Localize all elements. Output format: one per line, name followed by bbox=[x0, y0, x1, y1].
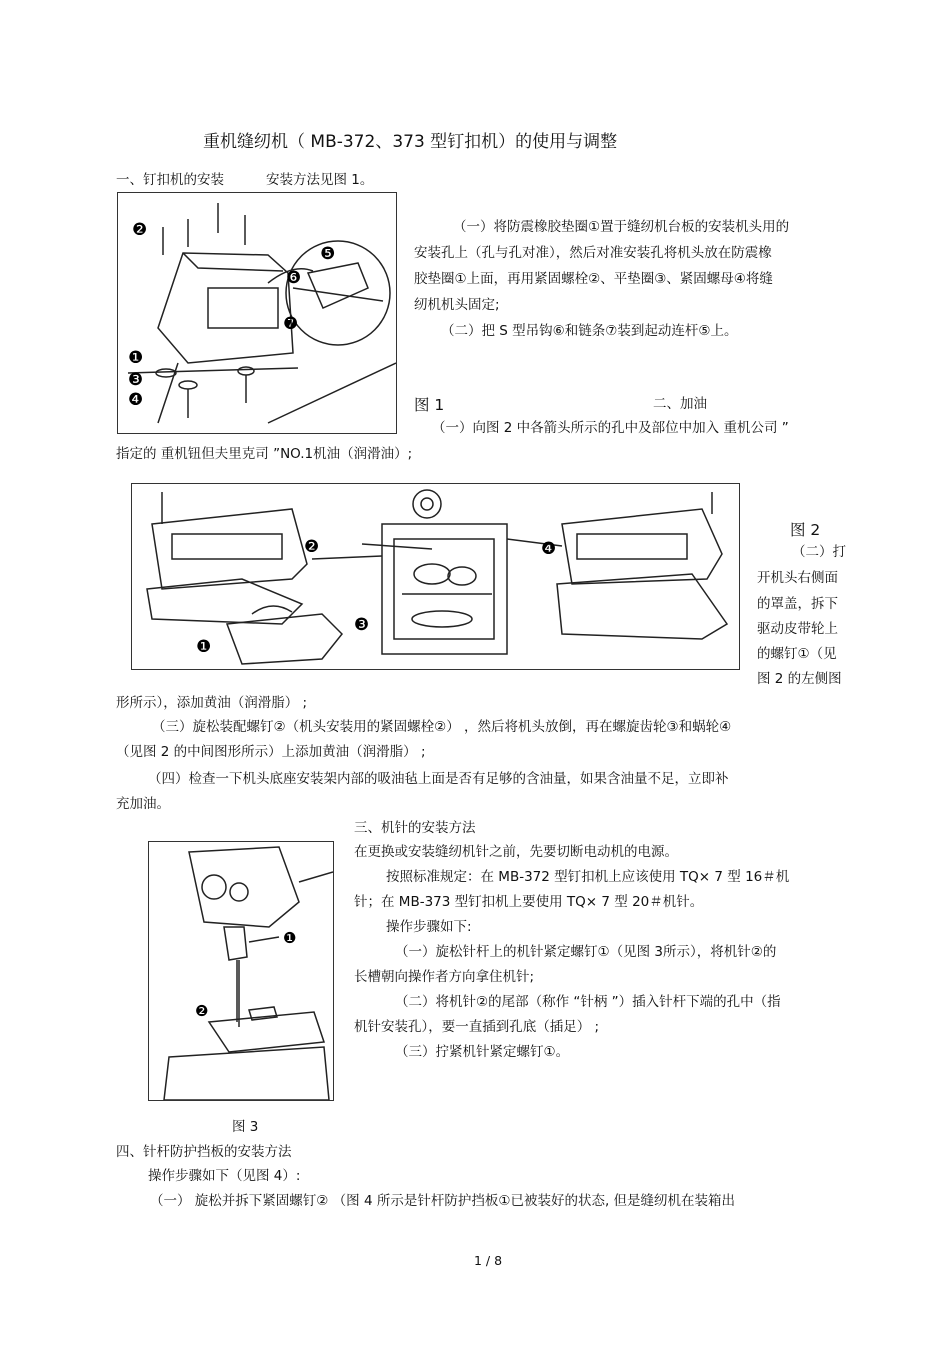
figure-3-drawing bbox=[149, 842, 333, 1100]
figure-3-label: 图 3 bbox=[232, 1119, 259, 1135]
sec4-line1: 操作步骤如下（见图 4）: bbox=[148, 1168, 301, 1184]
sec2-para2-side-line2: 开机头右侧面 bbox=[757, 570, 838, 586]
sec2-para2-side-line6: 图 2 的左侧图 bbox=[757, 671, 842, 687]
sec1-para1-line2: 安装孔上（孔与孔对准），然后对准安装孔将机头放在防震橡 bbox=[414, 245, 772, 261]
fig3-callout-2: ❷ bbox=[195, 1002, 209, 1020]
sec2-para2-side-line1: （二）打 bbox=[792, 544, 846, 560]
sec2-para2-side-line3: 的罩盖，拆下 bbox=[757, 596, 838, 612]
sec3-line6: 长槽朝向操作者方向拿住机针; bbox=[354, 969, 535, 985]
fig1-callout-6: ❻ bbox=[286, 268, 302, 288]
sec3-line4: 操作步骤如下: bbox=[386, 919, 472, 935]
sec3-line1: 在更换或安装缝纫机针之前，先要切断电动机的电源。 bbox=[354, 844, 678, 860]
page-number: 1 / 8 bbox=[474, 1253, 503, 1268]
fig1-callout-2: ❷ bbox=[132, 220, 148, 240]
sec2-para1-line1: （一）向图 2 中各箭头所示的孔中及部位中加入 重机公司 ” bbox=[432, 420, 789, 436]
sec2-para3-line2: （见图 2 的中间图形所示）上添加黄油（润滑脂） ; bbox=[116, 744, 426, 760]
sec1-para1-line4: 纫机机头固定; bbox=[414, 297, 500, 313]
sec4-line2: （一） 旋松并拆下紧固螺钉② （图 4 所示是针杆防护挡板①已被装好的状态, 但是缝纫机在装箱出 bbox=[150, 1193, 736, 1209]
figure-1-drawing bbox=[118, 193, 396, 433]
sec1-para1-line3: 胶垫圈①上面，再用紧固螺栓②、平垫圈③、紧固螺母④将缝 bbox=[414, 271, 773, 287]
figure-3 bbox=[148, 841, 334, 1101]
fig1-callout-4: ❹ bbox=[128, 390, 144, 410]
section3-heading: 三、机针的安装方法 bbox=[354, 820, 476, 836]
sec3-line5: （一）旋松针杆上的机针紧定螺钉①（见图 3所示），将机针②的 bbox=[395, 944, 777, 960]
fig1-callout-7: ❼ bbox=[283, 314, 299, 334]
fig2-callout-3: ❸ bbox=[354, 615, 370, 635]
sec2-para3-line1: （三）旋松装配螺钉②（机头安装用的紧固螺栓②） ，然后将机头放倒，再在螺旋齿轮③和蜗轮④ bbox=[152, 719, 732, 735]
fig2-callout-1: ❶ bbox=[196, 637, 212, 657]
sec2-para4-line2: 充加油。 bbox=[116, 796, 170, 812]
sec3-line9: （三）拧紧机针紧定螺钉①。 bbox=[395, 1044, 570, 1060]
fig2-callout-2: ❷ bbox=[304, 537, 320, 557]
section1-heading: 一、钉扣机的安装 bbox=[116, 172, 224, 188]
sec2-para1-line2: 指定的 重机钮但夫里克司 ”NO.1机油（润滑油）; bbox=[116, 446, 413, 462]
figure-1-label: 图 1 bbox=[414, 396, 445, 414]
section4-heading: 四、针杆防护挡板的安装方法 bbox=[116, 1144, 292, 1160]
sec3-line2: 按照标准规定：在 MB-372 型钉扣机上应该使用 TQ× 7 型 16＃机 bbox=[386, 869, 790, 885]
section1-note: 安装方法见图 1。 bbox=[266, 172, 374, 188]
document-title: 重机缝纫机（ MB-372、373 型钉扣机）的使用与调整 bbox=[203, 132, 618, 152]
sec2-para2-side-line5: 的螺钉①（见 bbox=[757, 646, 837, 662]
figure-2 bbox=[131, 483, 740, 670]
section2-heading: 二、加油 bbox=[653, 396, 707, 412]
sec3-line8: 机针安装孔），要一直插到孔底（插足） ; bbox=[354, 1019, 600, 1035]
sec2-para2-cont: 形所示），添加黄油（润滑脂） ; bbox=[116, 695, 308, 711]
fig1-callout-5: ❺ bbox=[320, 244, 336, 264]
fig3-callout-1: ❶ bbox=[283, 929, 297, 947]
sec2-para4-line1: （四）检查一下机头底座安装架内部的吸油毡上面是否有足够的含油量，如果含油量不足，立即补 bbox=[148, 771, 729, 787]
fig1-callout-3: ❸ bbox=[128, 370, 144, 390]
sec1-para2: （二）把 S 型吊钩⑥和链条⑦装到起动连杆⑤上。 bbox=[441, 323, 738, 339]
figure-1 bbox=[117, 192, 397, 434]
sec3-line3: 针；在 MB-373 型钉扣机上要使用 TQ× 7 型 20＃机针。 bbox=[354, 894, 704, 910]
figure-2-label: 图 2 bbox=[790, 521, 821, 539]
figure-2-drawing bbox=[132, 484, 739, 669]
fig1-callout-1: ❶ bbox=[128, 348, 144, 368]
fig2-callout-4: ❹ bbox=[541, 539, 557, 559]
sec2-para2-side-line4: 驱动皮带轮上 bbox=[757, 621, 838, 637]
sec3-line7: （二）将机针②的尾部（称作 “针柄 ”）插入针杆下端的孔中（指 bbox=[395, 994, 781, 1010]
sec1-para1-line1: （一）将防震橡胶垫圈①置于缝纫机台板的安装机头用的 bbox=[453, 219, 790, 235]
